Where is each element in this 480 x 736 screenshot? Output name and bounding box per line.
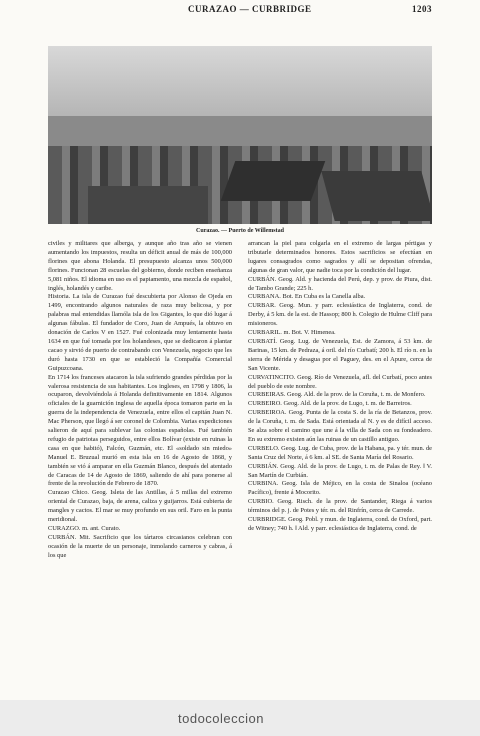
photo-caption: Curazao. — Puerto de Willemstad [196,228,284,234]
entry: Curazao Chico. Geog. Isleta de las Antillas, á 5 millas del extremo oriental de Curazao, baja, de arena, caliza y guijarros. Está cubierta de mangles y cactos. El mar se muy profundo en sus oril. Faro en la punta meridional. [48,489,232,524]
entry: CURBAR. Geog. Mun. y parr. eclesiástica de Inglaterra, cond. de Derby, á 5 km. de la est. de Hassop; 800 h. Colegio de Hulme Cliff para misioneros. [248,302,432,328]
running-title: CURAZAO — CURBRIDGE [188,4,312,14]
entry: CURBIO. Geog. Risch. de la prov. de Santander, Riega á varios términos del p. j. de Potes y tér. m. del Rinfrín, cerca de Carrede. [248,498,432,515]
watermark-text: todocoleccion [178,711,264,726]
entry: CURBARIL. m. Bot. V. Himenea. [248,329,336,337]
entry: CURBEIROA. Geog. Punta de la costa S. de la ría de Betanzos, prov. de la Coruña, t. m. de Sada. Está orientada al N. y es de difícil acceso. Se alza sobre el camino que une á la villa de Sada con su fondeadero. En su extremo existen aún las ruinas de un castillo antiguo. [248,409,432,443]
paragraph: arrancan la piel para colgarla en el extremo de largas pértigas y tributarle determinados honores. Estos sacrificios se efectúan en lugares consagrados como sagrados y allí se depositan ofrendas, algunas de gran valor, que nadie toca por la condición del lugar. [248,240,432,274]
left-column [48,240,232,561]
entry: CURAZGO. m. ant. Curato. [48,525,121,532]
photo-roof [88,186,208,224]
right-column [248,240,432,534]
watermark-bar [0,700,480,736]
entry: CURBIÁN. Geog. Ald. de la prov. de Lugo, t. m. de Palas de Rey. ‖ V. San Martín de Curbián. [248,462,432,479]
photo-sky [48,46,432,116]
harbor-photograph [48,46,432,224]
paragraph: En 1714 los franceses atacaron la isla sufriendo grandes pérdidas por la valerosa resistencia de sus habitantes. Los ingleses, en 1798 y 1806, la ocuparon, devolviéndola á Holanda definitivamente en 1814. Algunos oficiales de la guarnición inglesa de aquella época tomaron parte en la guerra de la independencia de Venezuela, entre ellos el capitán Juan N. Mac Pherson, que llegó á ser coronel de Colombia. Varias expediciones salieron de aquí para sublevar las colonias españolas. Fué también refugio de patriotas perseguidos, entre ellos Bolívar (existe en ruinas la casa en que habitó), Falcón, Guzmán, etc. El «soldado sin miedo» Manuel E. Bruzual murió en esta isla en 16 de Agosto de 1868, y también se vió á amparar en ella Guzmán Blanco, después del atentado de Caracas de 14 de Agosto de 1869, saliendo de ahí para ponerse al frente de la revolución de Febrero de 1870. [48,373,232,488]
photo-roof [221,161,326,201]
entry: CURBELO. Geog. Lug. de Cuba, prov. de la Habana, pa. y tér. mun. de Santa Cruz del Norte, á 6 km. al SE. de Santa María del Rosario. [248,444,432,461]
paragraph: civiles y militares que alberga, y aunque año tras año se vienen aumentando los impuestos, resulta un déficit anual de más de 100,000 florines que abona Holanda. El presupuesto alcanza unos 500,000 florines. Funcionan 28 escuelas del gobierno, donde reciben enseñanza 5,081 niños. El idioma en uso es el papiamento, una mezcla de español, inglés, holandés y caribe. [48,240,232,292]
entry: CURBANA. Bot. En Cuba es la Canella alba. [248,293,366,301]
photo-roof [321,171,432,221]
entry: CURBEIRO. Geog. Ald. de la prov. de Lugo, t. m. de Barreiros. [248,400,412,408]
entry: CURBINA. Geog. Isla de Méjico, en la costa de Sinaloa (océano Pacífico), frente á Mocorito. [248,480,432,497]
entry: CURBÁN. Geog. Ald. y hacienda del Perú, dep. y prov. de Piura, dist. de Tambo Grande; 225 h. [248,275,432,292]
entry: CURBRIDGE. Geog. Pobl. y mun. de Inglaterra, cond. de Oxford, part. de Witney; 740 h. ‖ Ald. y parr. eclesiástica de Inglaterra, cond. de [248,516,432,532]
paragraph: Historia. La isla de Curazao fué descubierta por Alonso de Ojeda en 1499, encontrando algunos naturales de raza muy belicosa, y por palabras mal entendidas llamóla isla de los Gigantes, lo que dió lugar á algunas fábulas. El fundador de Coro, Juan de Ampués, la obtuvo en donación de Carlos V en 1527. Fué colonizada muy lentamente hasta 1634 en que fué tomada por los holandeses, que se dedicaron á plantar cacao y sirvió de puerto de contrabando con Venezuela, negocio que les duró hasta 1730 en que se estableció la Compañía Comercial Guipuzcoana. [48,293,232,372]
entry: CURBATÍ. Geog. Lug. de Venezuela, Est. de Zamora, á 53 km. de Barinas, 15 km. de Pedraza, á oril. del río Curbatí; 200 h. El río n. en la sierra de Mérida y desagua por el Paguey, des. en el Apure, cerca de San Vicente. [248,337,432,372]
page-header [48,4,432,18]
page-number: 1203 [412,4,432,14]
entry: CURBEIRAS. Geog. Ald. de la prov. de la Coruña, t. m. de Monfero. [248,391,426,399]
entry: CURBÁN. Mit. Sacrificio que los tártaros circasianos celebran con ocasión de la muerte de un personaje, inmolando carneros y cabras, á los que [48,533,232,559]
entry: CURVATINCITO. Geog. Río de Venezuela, afl. del Curbatí, poco antes del pueblo de este nombre. [248,373,432,390]
